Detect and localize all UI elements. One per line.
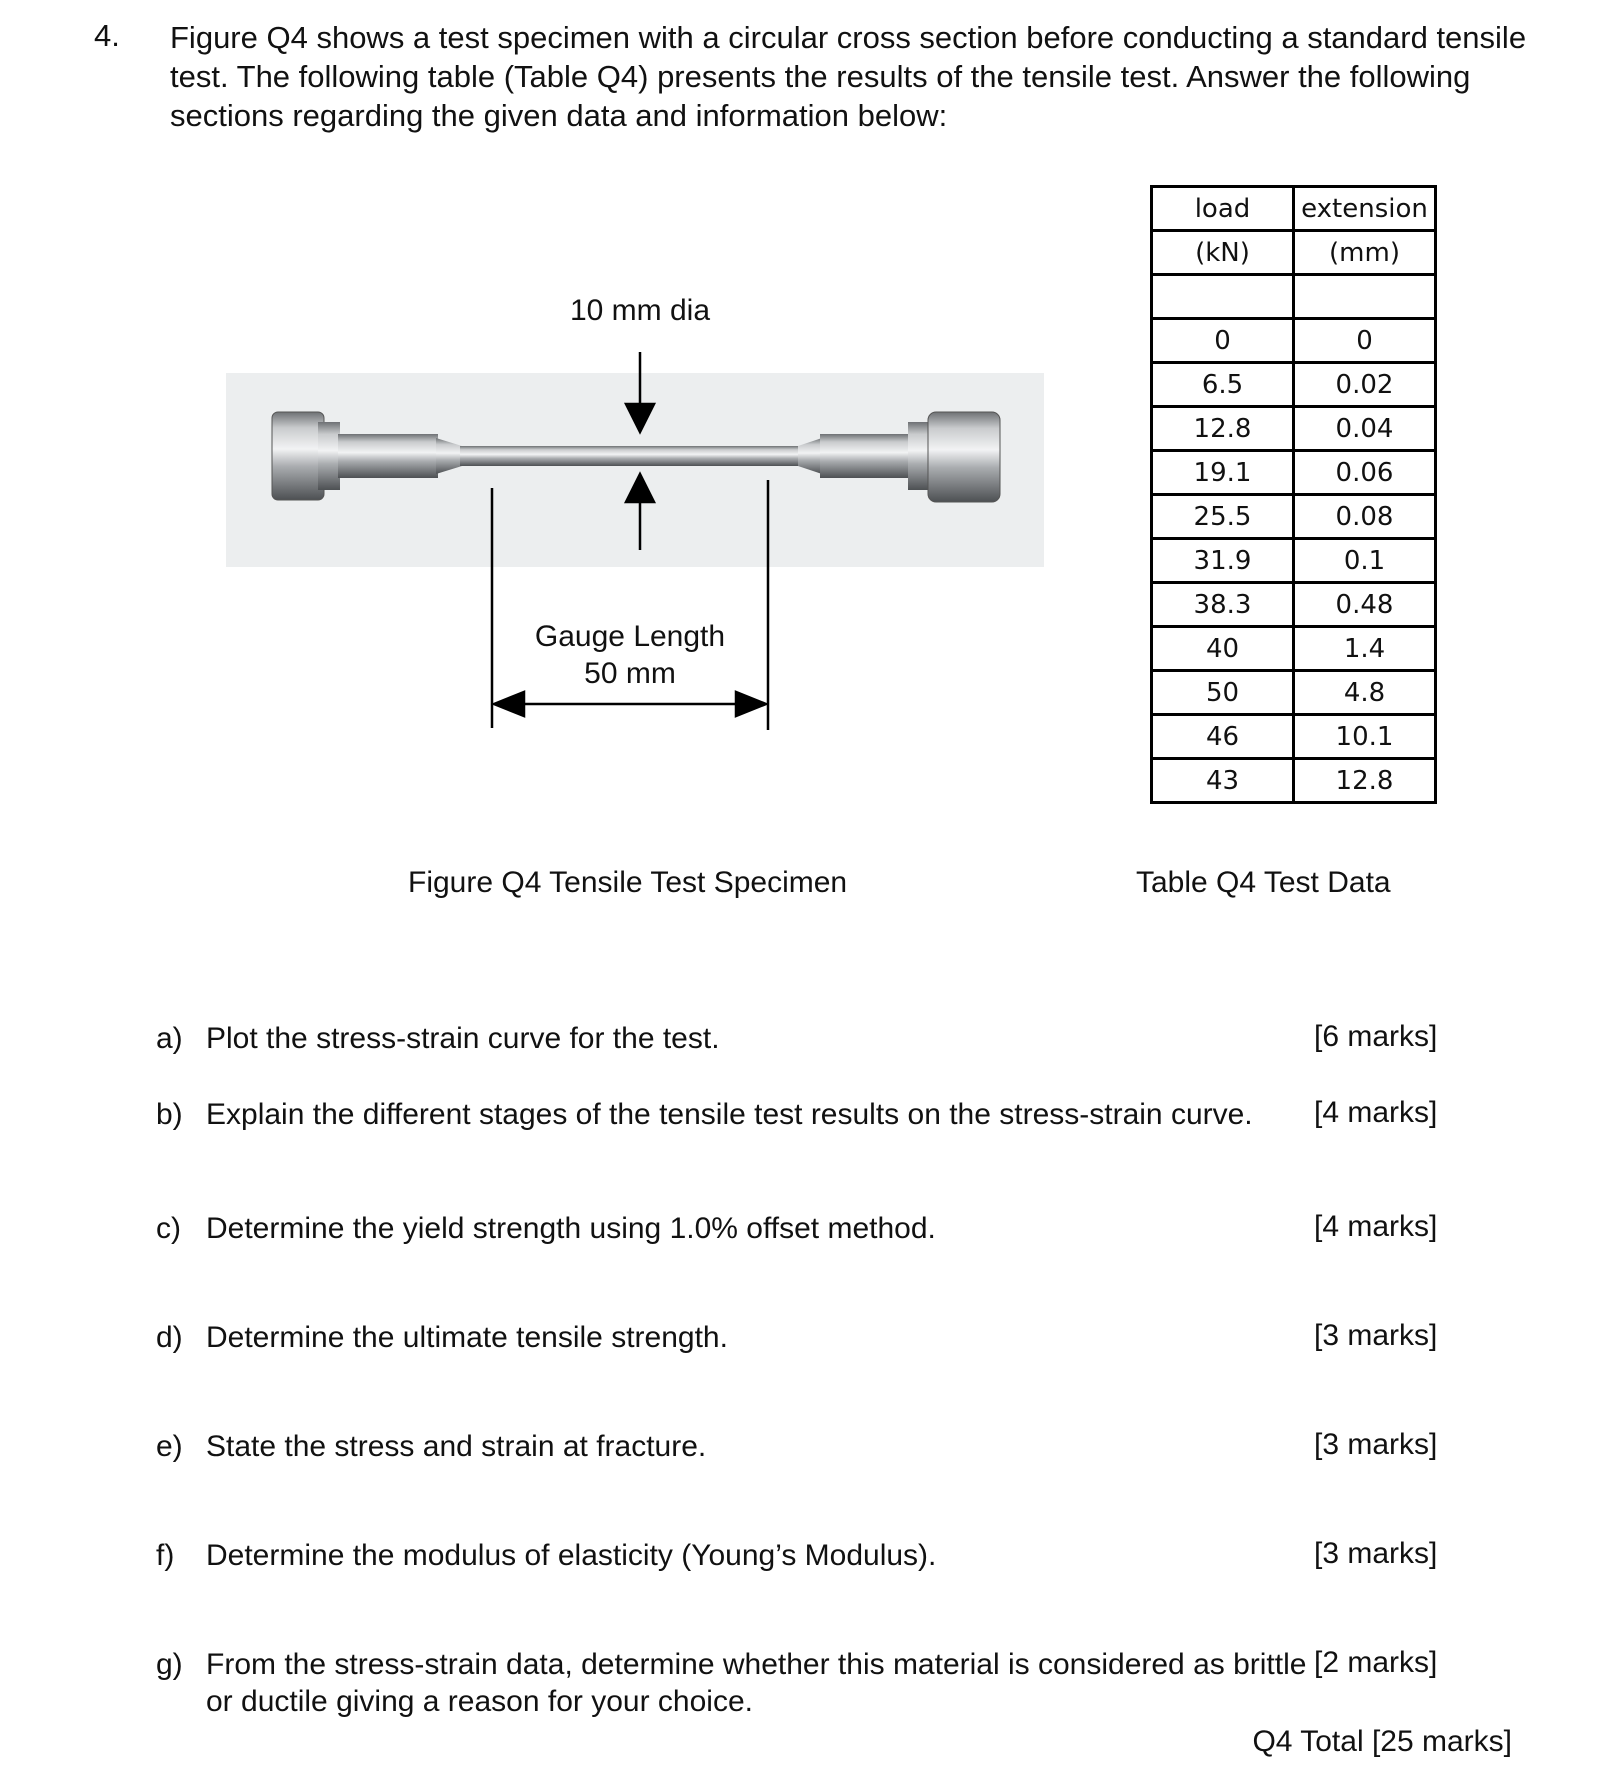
load-cell: 19.1: [1152, 451, 1294, 495]
part-text: Determine the yield strength using 1.0% offset method.: [206, 1212, 936, 1245]
specimen-figure: [220, 290, 1050, 760]
extension-cell: 10.1: [1294, 715, 1436, 759]
question-total: Q4 Total [25 marks]: [1252, 1725, 1512, 1758]
gauge-length-label: [505, 618, 755, 692]
load-cell: 50: [1152, 671, 1294, 715]
extension-cell: 0.02: [1294, 363, 1436, 407]
extension-cell: 0.48: [1294, 583, 1436, 627]
table-row: [1152, 627, 1436, 671]
load-cell: 38.3: [1152, 583, 1294, 627]
load-cell: 43: [1152, 759, 1294, 803]
extension-cell: 0: [1294, 319, 1436, 363]
part-a-marks: [6 marks]: [1314, 1020, 1438, 1053]
question-number: 4.: [94, 18, 120, 53]
part-b-marks: [4 marks]: [1314, 1096, 1438, 1129]
table-caption: Table Q4 Test Data: [1136, 866, 1391, 899]
test-data-table: [1150, 185, 1437, 804]
part-d-marks: [3 marks]: [1314, 1319, 1438, 1352]
extension-cell: 4.8: [1294, 671, 1436, 715]
table-row: [1152, 583, 1436, 627]
extension-cell: 1.4: [1294, 627, 1436, 671]
part-text: Determine the modulus of elasticity (Young’s Modulus).: [206, 1539, 937, 1572]
table-header-row: [1152, 187, 1436, 231]
part-e-marks: [3 marks]: [1314, 1428, 1438, 1461]
header-load: load: [1152, 187, 1294, 231]
part-text: From the stress-strain data, determine whether this material is considered as brittle or ductile giving a reason for your choice.: [206, 1648, 1307, 1718]
figure-caption: Figure Q4 Tensile Test Specimen: [408, 866, 848, 899]
unit-extension: (mm): [1294, 231, 1436, 275]
gauge-length-label-line2: 50 mm: [584, 657, 676, 690]
gauge-length-dimension: [492, 480, 768, 730]
extension-cell: 0.06: [1294, 451, 1436, 495]
table-blank-row: [1152, 275, 1436, 319]
table-row: [1152, 759, 1436, 803]
unit-load: (kN): [1152, 231, 1294, 275]
gauge-length-label-line1: Gauge Length: [534, 620, 726, 653]
extension-cell: 0.04: [1294, 407, 1436, 451]
load-cell: 25.5: [1152, 495, 1294, 539]
blank-cell: [1294, 275, 1436, 319]
load-cell: 31.9: [1152, 539, 1294, 583]
part-letter: a): [156, 1022, 183, 1055]
table-row: [1152, 495, 1436, 539]
load-cell: 12.8: [1152, 407, 1294, 451]
part-f-marks: [3 marks]: [1314, 1537, 1438, 1570]
header-extension: extension: [1294, 187, 1436, 231]
part-letter: b): [156, 1098, 183, 1131]
part-text: State the stress and strain at fracture.: [206, 1430, 707, 1463]
part-letter: d): [156, 1321, 183, 1354]
extension-cell: 12.8: [1294, 759, 1436, 803]
table-row: [1152, 319, 1436, 363]
part-letter: g): [156, 1648, 183, 1681]
question-intro: Figure Q4 shows a test specimen with a circular cross section before conducting a standard tensile test. The following table (Table Q4) presents the results of the tensile test. Answer the following sections regarding the given data and information below:: [170, 20, 1527, 133]
table-row: [1152, 715, 1436, 759]
load-cell: 46: [1152, 715, 1294, 759]
part-text: Determine the ultimate tensile strength.: [206, 1321, 728, 1354]
part-text: Plot the stress-strain curve for the test.: [206, 1022, 720, 1055]
load-cell: 40: [1152, 627, 1294, 671]
part-letter: e): [156, 1430, 183, 1463]
part-c-marks: [4 marks]: [1314, 1210, 1438, 1243]
load-cell: 6.5: [1152, 363, 1294, 407]
table-units-row: [1152, 231, 1436, 275]
table-row: [1152, 671, 1436, 715]
table-row: [1152, 539, 1436, 583]
part-text: Explain the different stages of the tensile test results on the stress-strain curve.: [206, 1098, 1253, 1131]
extension-cell: 0.1: [1294, 539, 1436, 583]
part-g-marks: [2 marks]: [1314, 1646, 1438, 1679]
part-letter: c): [156, 1212, 181, 1245]
table-row: [1152, 363, 1436, 407]
extension-cell: 0.08: [1294, 495, 1436, 539]
load-cell: 0: [1152, 319, 1294, 363]
diameter-label: 10 mm dia: [569, 294, 711, 327]
blank-cell: [1152, 275, 1294, 319]
table-row: [1152, 407, 1436, 451]
part-letter: f): [156, 1539, 175, 1572]
table-row: [1152, 451, 1436, 495]
